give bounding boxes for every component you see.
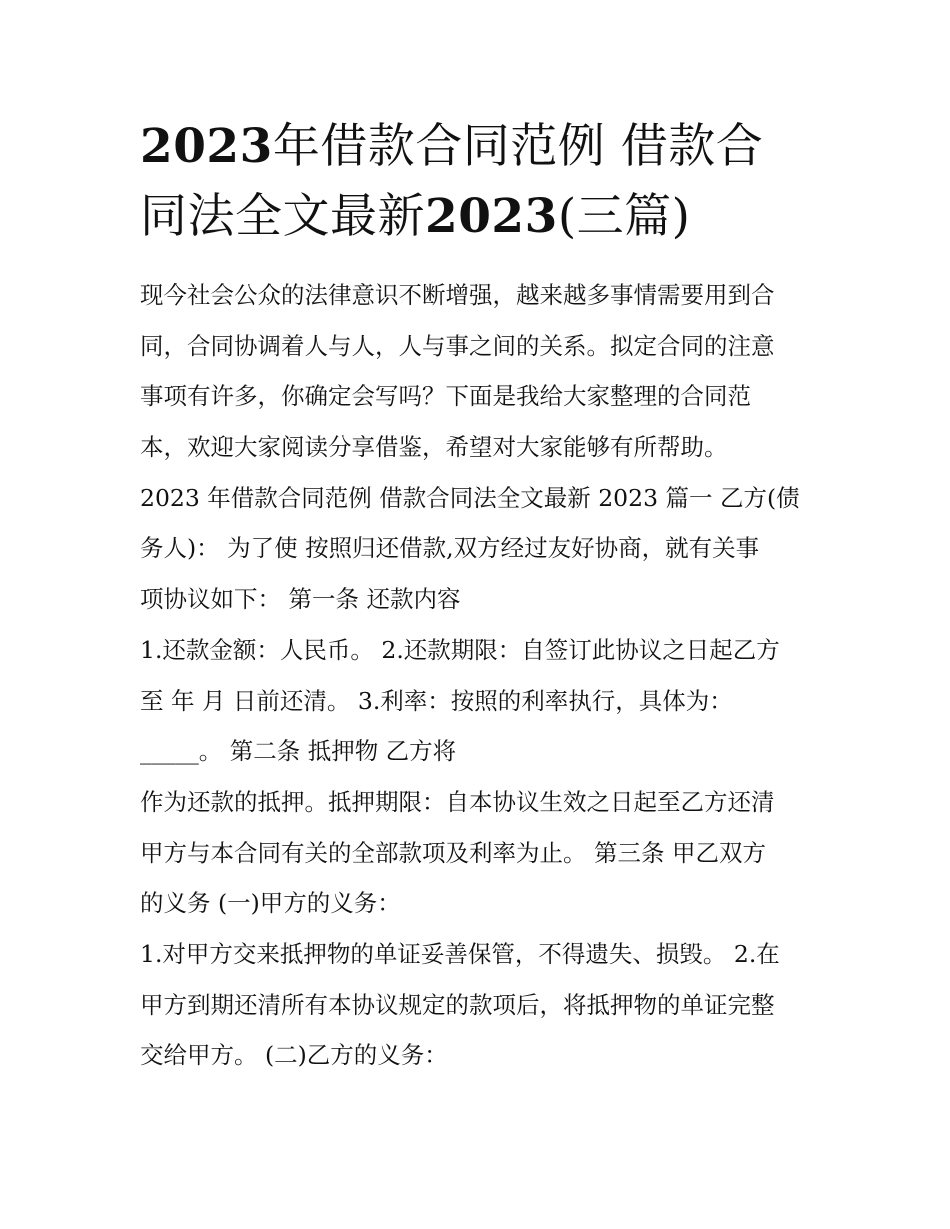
text-line: 本，欢迎大家阅读分享借鉴，希望对大家能够有所帮助。 (140, 433, 728, 462)
text-line: 事项有许多，你确定会写吗？下面是我给大家整理的合同范 (140, 382, 751, 411)
document-page (140, 112, 820, 1081)
text-line: 项协议如下： 第一条 还款内容 (140, 585, 461, 614)
title-text: (三篇) (557, 189, 691, 244)
text-line: 现今社会公众的法律意识不断增强，越来越多事情需要用到合 (140, 281, 775, 309)
text-line: 交给甲方。 (二)乙方的义务： (140, 1041, 448, 1070)
title-line-1 (140, 112, 820, 182)
text-line: 甲方到期还清所有本协议规定的款项后，将抵押物的单证完整 (140, 990, 775, 1019)
text-line: 务人)： 为了使 按照归还借款,双方经过友好协商，就有关事 (140, 534, 760, 563)
title-text: 同法全文最新 (140, 189, 425, 244)
text-line: 2023 年借款合同范例 借款合同法全文最新 2023 篇一 乙方(债 (140, 483, 800, 512)
text-line: 作为还款的抵押。抵押期限：自本协议生效之日起至乙方还清 (140, 787, 775, 816)
text-line: 至 年 月 日前还清。 3.利率：按照的利率执行，具体为： (140, 686, 733, 715)
text-line: _____。 第二条 抵押物 乙方将 (140, 737, 457, 766)
text-line: 同，合同协调着人与人，人与事之间的关系。拟定合同的注意 (140, 331, 775, 360)
title-line-2 (140, 182, 820, 252)
document-title (140, 112, 820, 252)
text-line: 的义务 (一)甲方的义务： (140, 889, 401, 918)
title-year: 2023 (140, 119, 273, 174)
title-year: 2023 (425, 189, 558, 244)
text-line: 1.对甲方交来抵押物的单证妥善保管，不得遗失、损毁。 2.在 (140, 939, 780, 968)
title-text: 年借款合同范例 借款合 (272, 119, 764, 174)
document-body (140, 270, 820, 1081)
text-line: 甲方与本合同有关的全部款项及利率为止。 第三条 甲乙双方 (140, 838, 766, 867)
text-line: 1.还款金额：人民币。 2.还款期限：自签订此协议之日起乙方 (140, 635, 780, 664)
